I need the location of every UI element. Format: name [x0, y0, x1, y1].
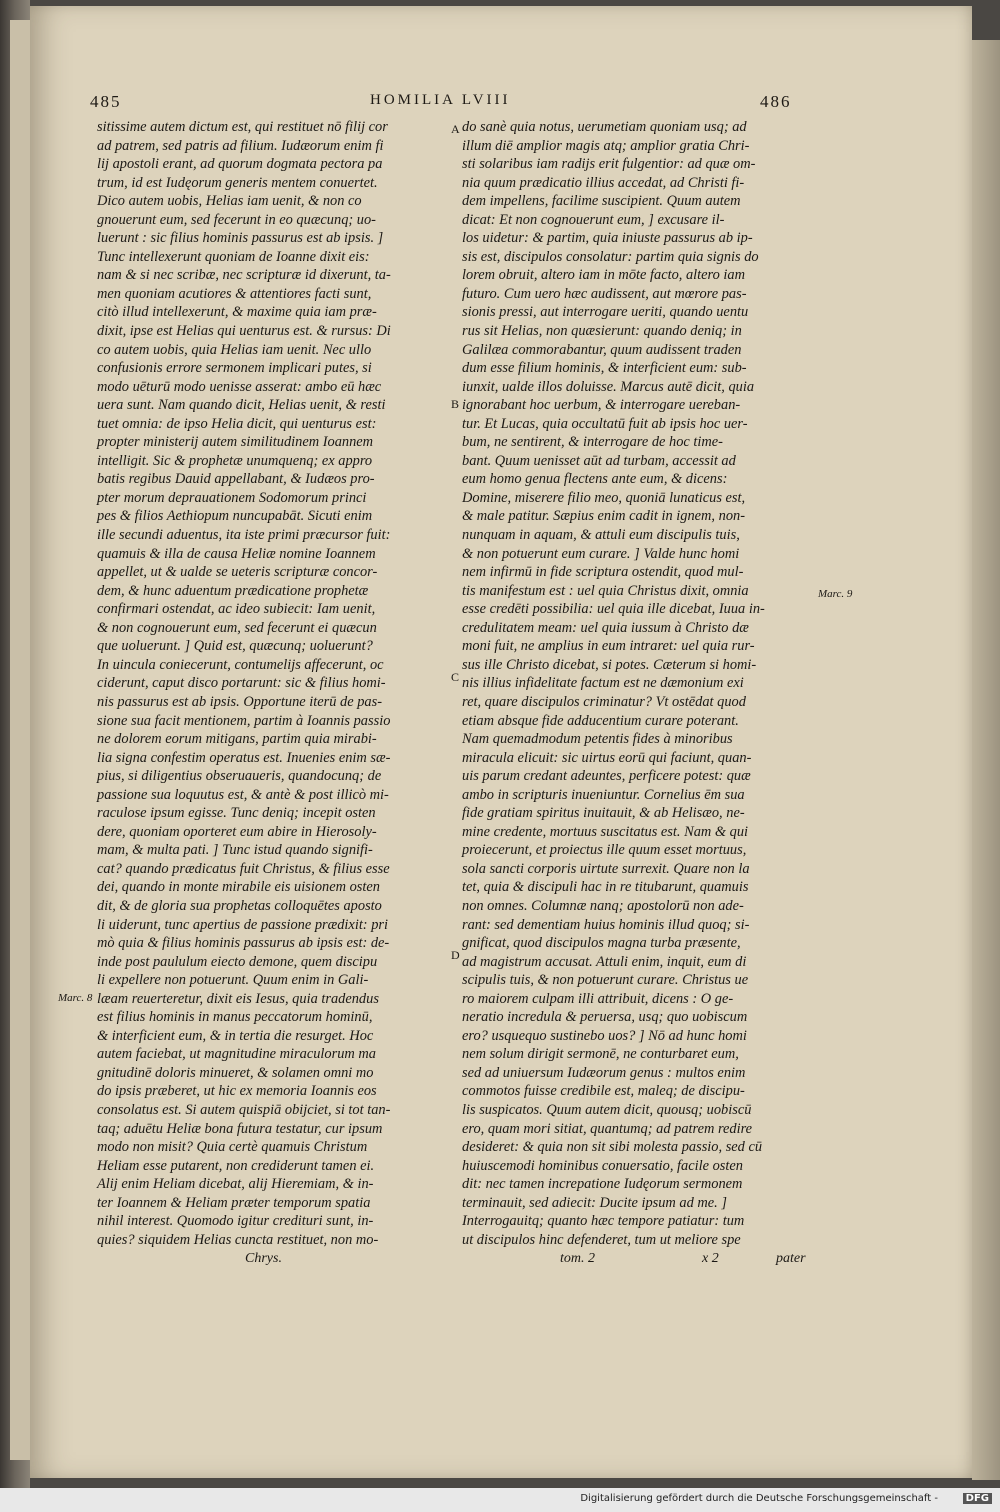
- text-line: taq; aduētu Heliæ bona futura testatur, cur ipsum: [97, 1120, 383, 1137]
- text-column-left: [97, 118, 449, 1249]
- text-line: confusionis errore sermonem implicari putes, si: [97, 360, 372, 377]
- margin-note-marc-9: Marc. 9: [818, 588, 853, 600]
- text-line: credulitatem meam: uel quia iussum à Christo dæ: [462, 619, 749, 636]
- running-header-title: HOMILIA LVIII: [370, 92, 511, 108]
- text-line: pius, si diligentius obseruaueris, quandocunq; de: [97, 768, 382, 785]
- text-line: nunquam in aquam, & attuli eum discipulis tuis,: [462, 527, 740, 544]
- text-line: intelligit. Sic & prophetæ unumquenq; ex appro: [97, 452, 373, 469]
- text-line: luerunt : sic filius hominis passurus est ab ipsis. ]: [97, 230, 384, 247]
- signature-right: x 2: [702, 1251, 719, 1266]
- text-line: tuet omnia: de ipso Helia dicit, qui uenturus est:: [97, 415, 377, 432]
- text-line: Heliam esse putarent, non crediderunt tamen ei.: [97, 1157, 375, 1174]
- text-line: neratio incredula & peruersa, usq; quo uobiscum: [462, 1009, 748, 1026]
- margin-note-marc-8: Marc. 8: [58, 992, 93, 1004]
- text-line: gnificat, quod discipulos magna turba præsente,: [462, 935, 741, 952]
- text-line: propter ministerij autem similitudinem Ioannem: [97, 434, 374, 451]
- text-line: esse credēti possibilia: uel quia ille dicebat, Iuua in-: [462, 601, 765, 618]
- text-line: li uiderunt, tunc apertius de passione prædixit: pri: [97, 916, 388, 933]
- section-marker-d: D: [451, 948, 460, 962]
- text-line: uera sunt. Nam quando dicit, Helias uenit, & resti: [97, 397, 386, 414]
- text-line: sola sancti corporis uirtute surrexit. Quare non la: [462, 860, 750, 877]
- text-line: & interficient eum, & in tertia die resurget. Hoc: [97, 1027, 374, 1044]
- text-line: Tunc intellexerunt quoniam de Ioanne dixit eis:: [97, 248, 370, 265]
- text-line: Alij enim Heliam dicebat, alij Hieremiam, & in-: [97, 1176, 374, 1193]
- text-line: ter Ioannem & Heliam præter temporum spatia: [97, 1194, 371, 1211]
- text-line: sus ille Christo dicebat, si potes. Cæterum si homi-: [462, 656, 757, 673]
- text-line: tis manifestum est : uel quia Christus dixit, omnia: [462, 582, 749, 599]
- text-line: ut discipulos hinc defenderet, tum ut meliore spe: [462, 1231, 741, 1248]
- text-line: cat? quando prædicatus fuit Christus, & filius esse: [97, 860, 390, 877]
- section-marker-a: A: [451, 122, 460, 136]
- text-line: huiuscemodi hominibus conuersatio, facile osten: [462, 1157, 743, 1174]
- text-line: men quoniam acutiores & attentiores facti sunt,: [97, 285, 372, 302]
- catchword-right: pater: [776, 1251, 806, 1266]
- text-line: sionis pressi, aut interrogare ueriti, quando uentu: [462, 304, 749, 321]
- text-line: gnouerunt eum, sed fecerunt in eo quæcunq; uo-: [97, 211, 376, 228]
- text-line: pter morum deprauationem Sodomorum princi: [97, 489, 367, 506]
- text-line: dem impellens, facilime suscipient. Quum autem: [462, 193, 741, 210]
- text-line: do ipsis præberet, ut hic ex memoria Ioannis eos: [97, 1083, 377, 1100]
- text-line: uis parum credant adeuntes, perficere potest: quæ: [462, 768, 751, 785]
- text-line: nam & si nec scribæ, nec scripturæ id dixerunt, ta-: [97, 267, 391, 284]
- text-line: moni fuit, ne amplius in eum intraret: uel quia rur-: [462, 638, 755, 655]
- text-line: nia quum prædicatio illius accedat, ad Christi fi-: [462, 174, 745, 191]
- dfg-logo: DFG: [963, 1493, 992, 1504]
- text-line: autem faciebat, ut magnitudine miraculorum ma: [97, 1046, 376, 1063]
- text-line: rant: sed dementiam huius hominis illud quoq; si-: [462, 916, 750, 933]
- page-number-right: 486: [760, 92, 792, 111]
- section-marker-c: C: [451, 670, 460, 684]
- text-line: ignorabant hoc uerbum, & interrogare uereban-: [462, 397, 741, 414]
- text-line: Domine, miserere filio meo, quoniā lunaticus est,: [462, 489, 746, 506]
- text-line: dum esse filium hominis, & interficient eum: sub-: [462, 360, 747, 377]
- text-line: consolatus est. Si autem quispiā obijciet, si tot tan-: [97, 1101, 391, 1118]
- text-line: & male patitur. Sæpius enim cadit in ignem, non-: [462, 508, 745, 525]
- text-line: sitissime autem dictum est, qui restituet nō filij cor: [97, 119, 388, 135]
- text-line: passione sua loquutus est, & antè & post illicò mi-: [97, 786, 389, 803]
- text-line: Dico autem uobis, Helias iam uenit, & non co: [97, 193, 362, 210]
- text-line: scipulis tuis, & non potuerunt curare. Christus ue: [462, 972, 749, 989]
- catchword-left: Chrys.: [245, 1251, 282, 1266]
- text-line: futuro. Cum uero hæc audissent, aut mœrore pas-: [462, 285, 747, 302]
- text-line: lia signa confestim operatus est. Inuenies enim sæ-: [97, 749, 391, 766]
- text-line: commotos fuisse credibile est, maleq; de discipu-: [462, 1083, 745, 1100]
- text-line: ambo in scripturis inueniuntur. Cornelius ēm sua: [462, 786, 745, 803]
- text-line: gnitudinē doloris minueret, & solamen omni mo: [97, 1064, 374, 1081]
- text-line: li expellere non potuerunt. Quum enim in Gali-: [97, 972, 369, 989]
- text-line: Galilæa commorabantur, quum audissent traden: [462, 341, 742, 358]
- text-line: tet, quia & discipuli hac in re titubarunt, quamuis: [462, 879, 749, 896]
- text-line: do sanè quia notus, uerumetiam quoniam usq; ad: [462, 119, 747, 135]
- text-line: Interrogauitq; quanto hæc tempore patiatur: tum: [462, 1213, 745, 1230]
- text-line: & non potuerunt eum curare. ] Valde hunc homi: [462, 545, 740, 562]
- text-line: citò illud intellexerunt, & maxime quia iam præ-: [97, 304, 377, 321]
- text-line: sed ad uniuersum Iudæorum genus : multos enim: [462, 1064, 746, 1081]
- text-line: ero, quam mori sitiat, quantumq; ad patrem redire: [462, 1120, 753, 1137]
- text-line: rus sit Helias, non quæsierunt: quando deniq; in: [462, 323, 742, 340]
- text-line: bant. Quum uenisset aūt ad turbam, accessit ad: [462, 452, 736, 469]
- text-line: ciderunt, caput disco portarunt: sic & filius homi-: [97, 675, 386, 692]
- text-line: trum, id est Iudęorum generis mentem conuertet.: [97, 174, 378, 191]
- text-line: dicat: Et non cognouerunt eum, ] excusare il-: [462, 211, 725, 228]
- page-stack-edge: [972, 40, 1000, 1480]
- text-line: pes & filios Aethiopum nuncupabāt. Sicuti enim: [97, 508, 373, 525]
- text-line: dere, quoniam oporteret eum abire in Hierosoly-: [97, 823, 377, 840]
- text-line: que uoluerunt. ] Quid est, quæcunq; uoluerunt?: [97, 638, 373, 655]
- text-line: & non cognouerunt eum, sed fecerunt ei quæcun: [97, 619, 377, 636]
- text-line: inde post paululum eiecto demone, quem discipu: [97, 953, 378, 970]
- digitization-footer-bar: [0, 1488, 1000, 1512]
- text-line: tur. Et Lucas, quia occultatū fuit ab ipsis hoc uer-: [462, 415, 748, 432]
- text-line: nem solum dirigit sermonē, ne conturbaret eum,: [462, 1046, 739, 1063]
- text-line: ille secundi aduentus, ita iste primi præcursor fuit:: [97, 527, 391, 544]
- text-line: nis passurus est ab ipsis. Opportune iterū de pas-: [97, 693, 383, 710]
- text-line: miracula elicuit: sic uirtus eorū qui faciunt, quan-: [462, 749, 752, 766]
- text-line: mam, & multa pati. ] Tunc istud quando signifi-: [97, 842, 373, 859]
- text-line: ret, quare discipulos criminatur? Vt ostēdat quod: [462, 693, 746, 710]
- text-line: mine credente, mortuus suscitatus est. Nam & qui: [462, 823, 749, 840]
- text-line: modo non misit? Quia certè quamuis Christum: [97, 1139, 368, 1156]
- text-line: Nam quemadmodum petentis fides à minoribus: [462, 731, 733, 748]
- text-line: appellet, ut & ualde se ueteris scripturæ concor-: [97, 564, 378, 581]
- text-line: ad magistrum accusat. Attuli enim, inquit, eum di: [462, 953, 747, 970]
- text-line: modo uēturū modo uenisse asserat: ambo eū hæc: [97, 378, 382, 395]
- text-line: los uidetur: & partim, quia iniuste passurus ab ip-: [462, 230, 753, 247]
- text-line: confirmari ostendat, ac ideo subiecit: Iam uenit,: [97, 601, 376, 618]
- text-line: dixit, ipse est Helias qui uenturus est. & rursus: Di: [97, 323, 391, 340]
- text-line: ad patrem, sed patris ad filium. Iudæorum enim fi: [97, 137, 384, 154]
- page-number-left: 485: [90, 92, 122, 111]
- text-line: co autem uobis, quia Helias iam uenit. Nec ullo: [97, 341, 372, 358]
- text-line: proiecerunt, et proiectus ille quum esset mortuus,: [462, 842, 747, 859]
- text-line: sione sua facit mentionem, partim à Ioannis passio: [97, 712, 391, 729]
- text-line: dei, quando in monte mirabile eis uisionem osten: [97, 879, 380, 896]
- text-line: In uincula coniecerunt, contumelijs affecerunt, oc: [97, 656, 384, 673]
- text-line: ne dolorem eorum mitigans, partim quia mirabi-: [97, 731, 377, 748]
- text-line: etiam absque fide adducentium curare poterant.: [462, 712, 739, 729]
- text-line: sti solaribus iam radijs erit fulgentior: ad quæ om-: [462, 156, 756, 173]
- text-line: nihil interest. Quomodo igitur credituri sunt, in-: [97, 1213, 374, 1230]
- text-line: sis est, discipulos consolatur: partim quia signis do: [462, 248, 759, 265]
- text-line: ero? usquequo sustinebo uos? ] Nō ad hunc homi: [462, 1027, 747, 1044]
- text-line: desideret: & quia non sit sibi molesta passio, sed cū: [462, 1139, 763, 1156]
- text-line: bum, ne sentirent, & interrogare de hoc time-: [462, 434, 723, 451]
- funding-notice: Digitalisierung gefördert durch die Deutsche Forschungsgemeinschaft -: [580, 1493, 938, 1504]
- text-line: lorem obruit, altero iam in mōte facto, altero iam: [462, 267, 745, 284]
- section-marker-b: B: [451, 397, 460, 411]
- text-line: læam reuerteretur, dixit eis Iesus, quia tradendus: [97, 990, 379, 1007]
- text-line: lis suspicatos. Quum autem dicit, quousq; uobiscū: [462, 1101, 752, 1118]
- text-line: lij apostoli erant, ad quorum dogmata pectora pa: [97, 156, 383, 173]
- text-line: quies? siquidem Helias cuncta restituet, non mo-: [97, 1231, 379, 1248]
- text-line: quamuis & illa de causa Heliæ nomine Ioannem: [97, 545, 376, 562]
- text-line: batis regibus Dauid appellabant, & Iudæos pro-: [97, 471, 375, 488]
- text-line: dit, & de gloria sua prophetas colloquētes aposto: [97, 897, 382, 914]
- text-line: est filius hominis in manus peccatorum hominū,: [97, 1009, 373, 1026]
- text-line: mò quia & filius hominis passurus ab ipsis est: de-: [97, 935, 390, 952]
- text-line: raculose ipsum egisse. Tunc deniq; incepit osten: [97, 805, 376, 822]
- text-line: nis illius infidelitate factum est ne dæmonium exi: [462, 675, 744, 692]
- text-line: ro maiorem culpam illi attribuit, dicens : O ge-: [462, 990, 734, 1007]
- text-column-right: [462, 118, 822, 1249]
- text-line: dem, & hunc aduentum prædicatione prophetæ: [97, 582, 369, 599]
- text-line: terminauit, sed adiecit: Ducite ipsum ad me. ]: [462, 1194, 727, 1211]
- text-line: iunxit, ualde illos doluisse. Marcus autē dicit, quia: [462, 378, 755, 395]
- text-line: dit: nec tamen increpatione Iudęorum sermonem: [462, 1176, 743, 1193]
- text-line: eum homo genua flectens ante eum, & dicens:: [462, 471, 728, 488]
- text-line: illum diē amplior magis atq; amplior gratia Chri-: [462, 137, 750, 154]
- signature-left: tom. 2: [560, 1251, 595, 1266]
- text-line: non omnes. Columnæ nanq; apostolorū non ade-: [462, 897, 744, 914]
- text-line: fide gratiam spiritus inuitauit, & ab Helisæo, ne-: [462, 805, 745, 822]
- text-line: nem infirmū in fide scriptura ostendit, quod mul-: [462, 564, 744, 581]
